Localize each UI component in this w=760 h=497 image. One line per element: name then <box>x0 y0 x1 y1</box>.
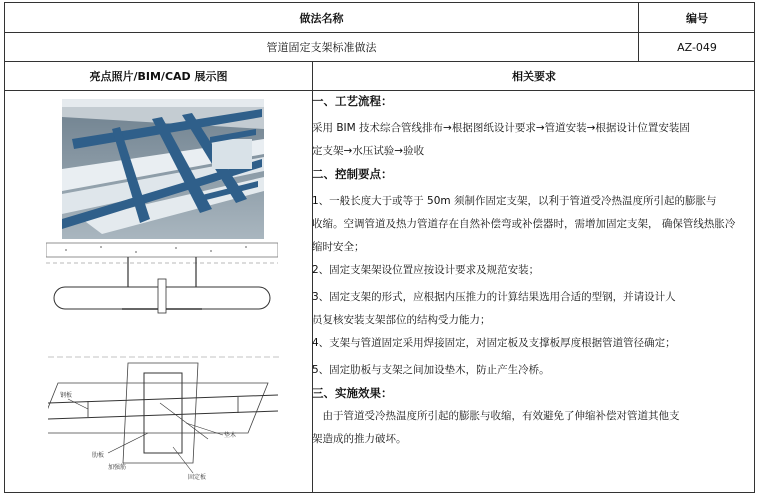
site-photo <box>62 99 264 239</box>
control-point-1-line-3: 缩时安全； <box>312 241 365 253</box>
process-line-1: 采用 BIM 技术综合管线排布→根据图纸设计要求→管道安装→根据设计位置安装固 <box>312 122 690 134</box>
showcase-header: 亮点照片/BIM/CAD 展示图 <box>89 70 228 83</box>
code-value: AZ-049 <box>677 40 717 54</box>
effect-line-1: 由于管道受冷热温度所引起的膨胀与收缩，有效避免了伸缩补偿对管道其他支 <box>322 410 680 422</box>
control-point-3-line-2: 员复核安装支架部位的结构受力能力； <box>312 314 491 326</box>
section-effect-title: 三、实施效果： <box>312 386 393 400</box>
effect-line-2: 架造成的推力破坏。 <box>312 433 407 445</box>
label-fixing-plate: 固定板 <box>188 474 207 481</box>
control-point-1-line-1: 1、一般长度大于或等于 50m 须制作固定支架，以利于管道受冷热温度所引起的膨胀与 <box>312 195 717 207</box>
method-name-header: 做法名称 <box>299 11 344 25</box>
requirements-header: 相关要求 <box>512 70 556 83</box>
label-rib-plate: 肋板 <box>92 452 105 459</box>
code-header: 编号 <box>686 11 708 25</box>
method-name-value: 管道固定支架标准做法 <box>266 41 377 54</box>
section-process-title: 一、工艺流程： <box>312 94 393 108</box>
process-line-2: 定支架→水压试验→验收 <box>312 145 425 157</box>
label-wood-pad: 垫木 <box>224 432 237 439</box>
label-stiffener: 加强筋 <box>108 464 127 471</box>
label-steel-plate: 钢板 <box>60 392 73 399</box>
control-point-4: 4、支架与管道固定采用焊接固定，对固定板及支撑板厚度根据管道管径确定； <box>312 337 676 349</box>
control-point-3-line-1: 3、固定支架的形式，应根据内压推力的计算结果选用合适的型钢，并请设计人 <box>312 291 676 303</box>
section-control-title: 二、控制要点： <box>312 167 393 181</box>
control-point-2: 2、固定支架架设位置应按设计要求及规范安装； <box>312 264 540 276</box>
control-point-1-line-2: 收缩。空调管道及热力管道存在自然补偿弯或补偿器时，需增加固定支架， 确保管线热胀冷 <box>312 218 736 230</box>
control-point-5: 5、固定肋板与支架之间加设垫木，防止产生冷桥。 <box>312 364 550 376</box>
requirements-text <box>312 90 750 451</box>
cad-isometric-drawing <box>48 343 280 483</box>
cad-section-drawing <box>46 241 278 325</box>
